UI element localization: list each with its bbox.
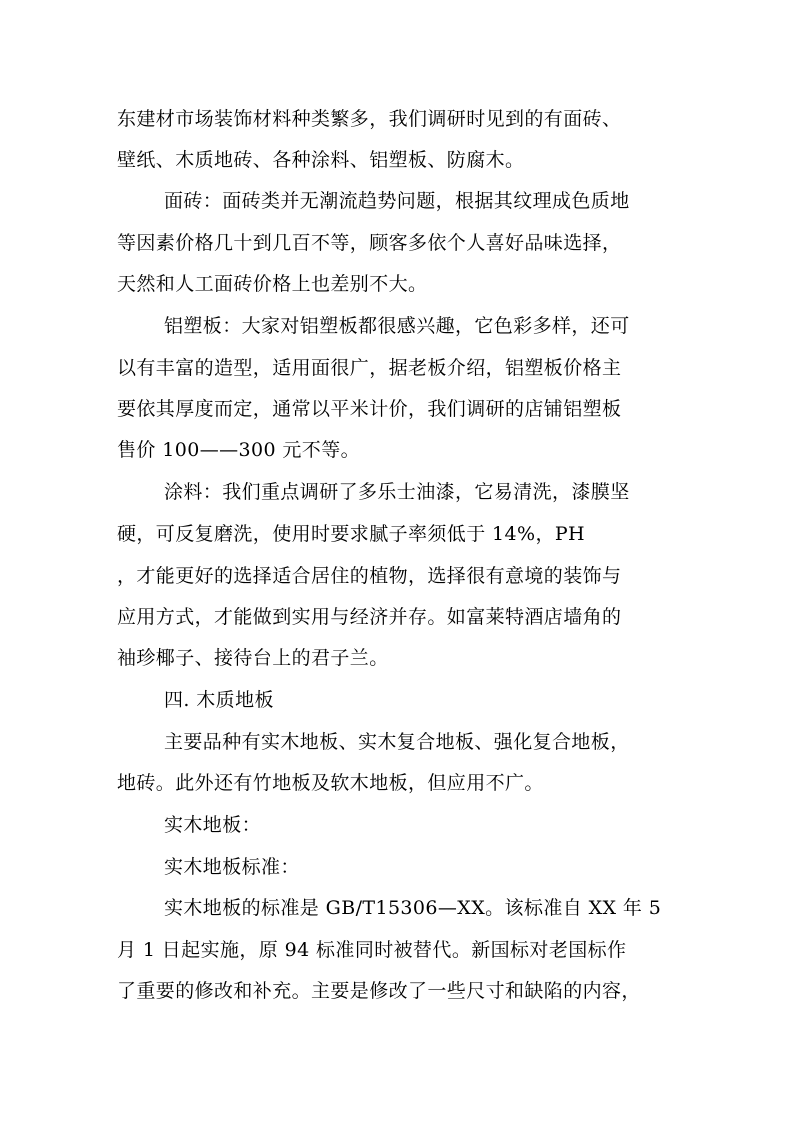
text-line-22: 了重要的修改和补充。主要是修改了一些尺寸和缺陷的内容， bbox=[117, 980, 641, 1002]
text-line-16: 主要品种有实木地板、实木复合地板、强化复合地板， bbox=[164, 731, 630, 753]
text-line-10: 涂料：我们重点调研了多乐士油漆，它易清洗，漆膜坚 bbox=[164, 481, 630, 503]
text-line-6: 铝塑板：大家对铝塑板都很感兴趣，它色彩多样，还可 bbox=[164, 315, 630, 337]
text-line-2: 壁纸、木质地砖、各种涂料、铝塑板、防腐木。 bbox=[117, 149, 525, 171]
text-line-19: 实木地板标准： bbox=[164, 856, 300, 878]
text-line-7: 以有丰富的造型，适用面很广，据老板介绍，铝塑板价格主 bbox=[117, 357, 622, 379]
text-line-4: 等因素价格几十到几百不等，顾客多依个人喜好品味选择， bbox=[117, 232, 622, 254]
text-line-20: 实木地板的标准是 GB/T15306—XX。该标准自 XX 年 5 bbox=[164, 897, 662, 919]
text-line-11: 硬，可反复磨洗，使用时要求腻子率须低于 14%，PH bbox=[117, 523, 586, 545]
section-heading: 四. 木质地板 bbox=[164, 689, 274, 711]
text-line-5: 天然和人工面砖价格上也差别不大。 bbox=[117, 273, 428, 295]
text-line-13: 应用方式，才能做到实用与经济并存。如富莱特酒店墙角的 bbox=[117, 606, 622, 628]
text-line-8: 要依其厚度而定，通常以平米计价，我们调研的店铺铝塑板 bbox=[117, 398, 622, 420]
text-line-3: 面砖：面砖类并无潮流趋势问题，根据其纹理成色质地 bbox=[164, 190, 630, 212]
text-line-12: ，才能更好的选择适合居住的植物，选择很有意境的装饰与 bbox=[117, 565, 622, 587]
text-line-14: 袖珍椰子、接待台上的君子兰。 bbox=[117, 647, 389, 669]
text-line-21: 月 1 日起实施，原 94 标准同时被替代。新国标对老国标作 bbox=[117, 939, 627, 961]
text-line-18: 实木地板： bbox=[164, 814, 262, 836]
text-line-9: 售价 100——300 元不等。 bbox=[117, 439, 361, 461]
text-line-17: 地砖。此外还有竹地板及软木地板，但应用不广。 bbox=[117, 772, 544, 794]
text-line-1: 东建材市场装饰材料种类繁多，我们调研时见到的有面砖、 bbox=[117, 108, 622, 130]
